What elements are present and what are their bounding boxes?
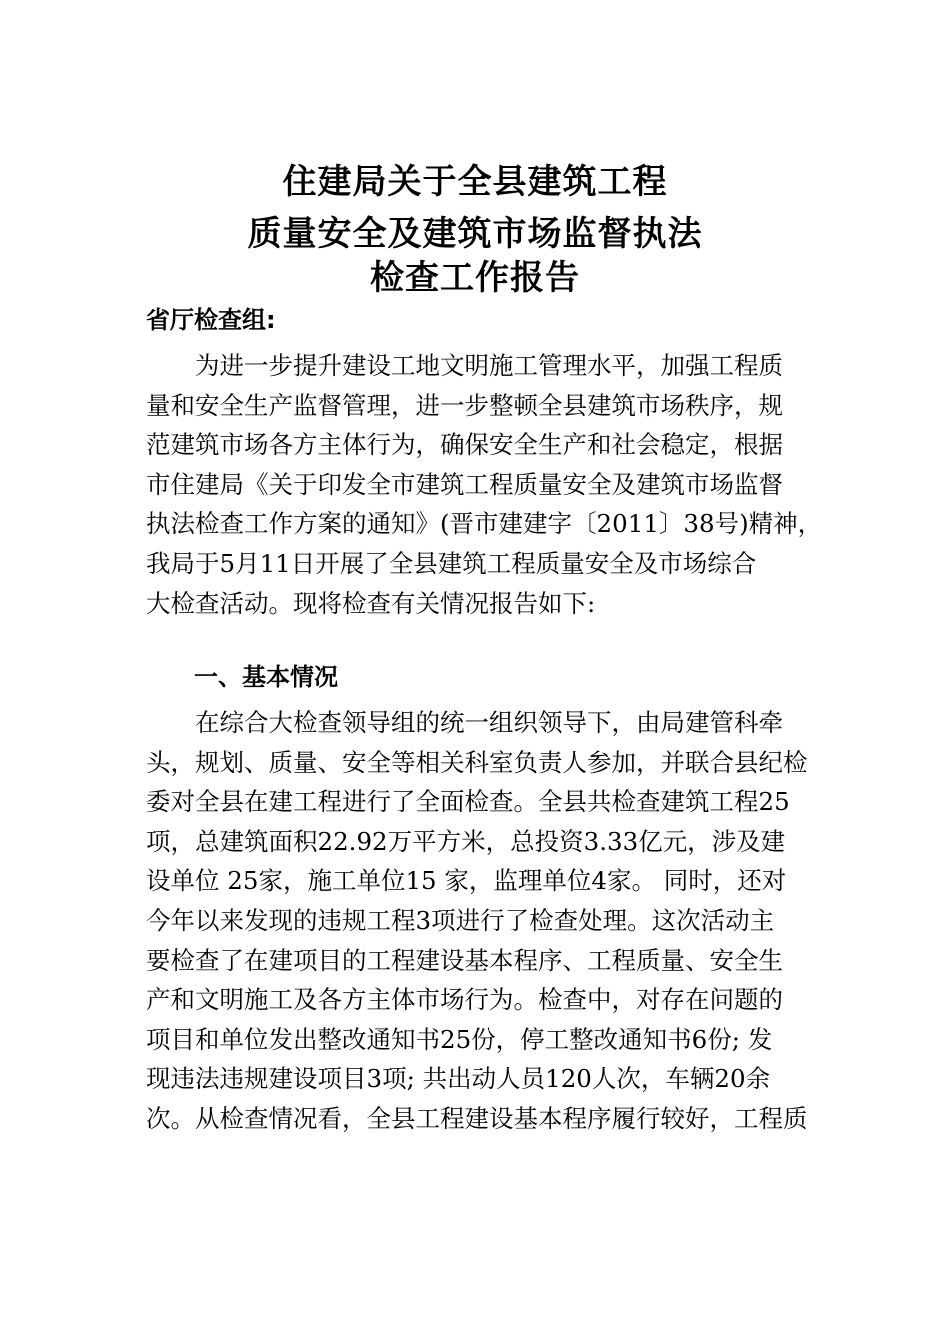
paragraph-line: 要检查了在建项目的工程建设基本程序、工程质量、安全生 (146, 945, 783, 975)
document-title-line-2: 质量安全及建筑市场监督执法 (247, 214, 703, 254)
document-title-line-1: 住建局关于全县建筑工程 (282, 162, 668, 202)
salutation: 省厅检查组: (146, 306, 276, 334)
paragraph-line: 市住建局《关于印发全市建筑工程质量安全及建筑市场监督 (146, 469, 783, 499)
paragraph-line: 在综合大检查领导组的统一组织领导下，由局建管科牵 (146, 708, 783, 737)
paragraph-line: 今年以来发现的违规工程3项进行了检查处理。这次活动主 (146, 905, 775, 935)
paragraph-line: 我局于5月11日开展了全县建筑工程质量安全及市场综合 (146, 548, 757, 578)
paragraph-line: 产和文明施工及各方主体市场行为。检查中，对存在问题的 (146, 985, 783, 1015)
paragraph-line: 现违法违规建设项目3项; 共出动人员120人次，车辆20余 (146, 1064, 771, 1094)
paragraph-line: 头，规划、质量、安全等相关科室负责人参加，并联合县纪检 (146, 747, 808, 777)
paragraph-line: 委对全县在建工程进行了全面检查。全县共检查建筑工程25 (146, 787, 790, 817)
document-title-line-3: 检查工作报告 (370, 258, 580, 298)
paragraph-line: 大检查活动。现将检查有关情况报告如下: (146, 588, 596, 618)
paragraph-line: 设单位 25家，施工单位15 家，监理单位4家。 同时，还对 (146, 866, 787, 896)
paragraph-intro (146, 346, 823, 623)
paragraph-line: 次。从检查情况看，全县工程建设基本程序履行较好，工程质 (146, 1103, 808, 1133)
section-heading-basic-situation: 一、基本情况 (194, 663, 338, 691)
paragraph-line: 范建筑市场各方主体行为，确保安全生产和社会稳定，根据 (146, 430, 783, 460)
paragraph-basic-situation (146, 703, 806, 1139)
paragraph-line: 项目和单位发出整改通知书25份，停工整改通知书6份; 发 (146, 1024, 773, 1054)
paragraph-line: 量和安全生产监督管理，进一步整顿全县建筑市场秩序，规 (146, 390, 783, 420)
paragraph-line: 项，总建筑面积22.92万平方米，总投资3.33亿元，涉及建 (146, 826, 786, 856)
paragraph-line: 为进一步提升建设工地文明施工管理水平，加强工程质 (146, 351, 783, 380)
paragraph-line: 执法检查工作方案的通知》(晋市建建字〔2011〕38号)精神， (146, 509, 823, 539)
